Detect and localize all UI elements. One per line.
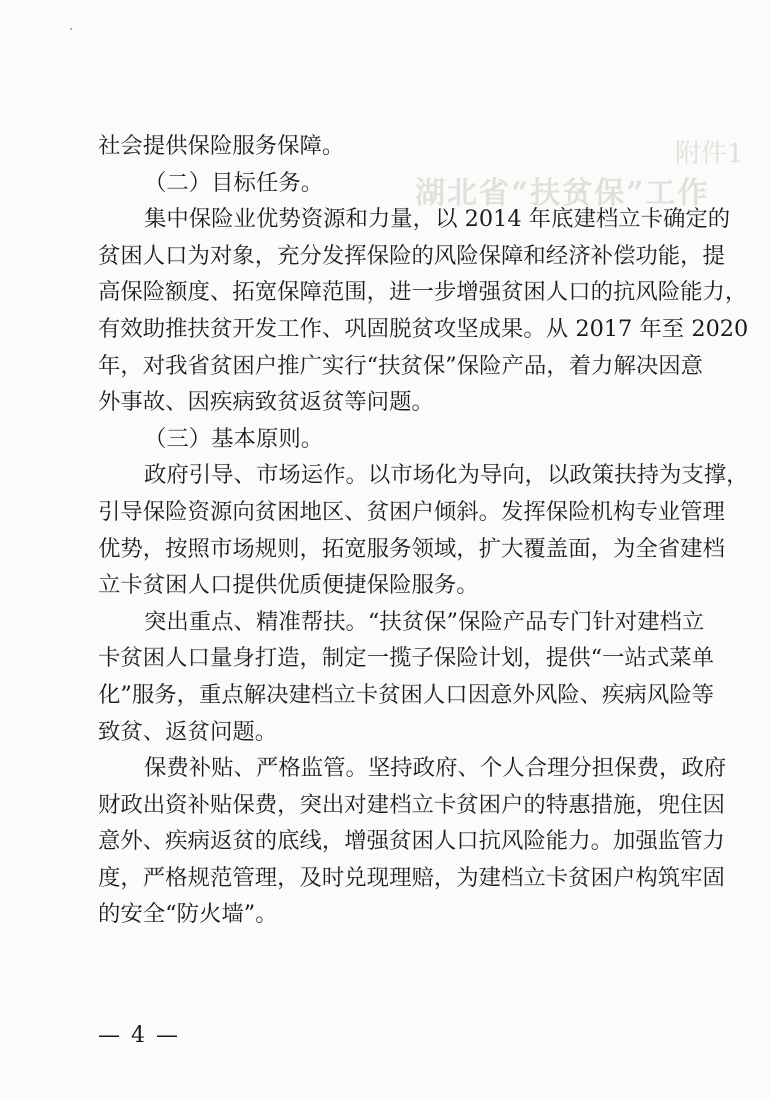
text-line: 突出重点、精准帮扶。“扶贫保”保险产品专门针对建档立 xyxy=(144,608,705,635)
text-line: 年，对我省贫困户推广实行“扶贫保”保险产品，着力解决因意 xyxy=(98,352,704,379)
text-line: 外事故、因疾病致贫返贫等问题。 xyxy=(98,389,434,416)
text-line: 的安全“防火墙”。 xyxy=(98,901,278,928)
text-line: 化”服务，重点解决建档立卡贫困人口因意外风险、疾病风险等 xyxy=(98,681,714,708)
bleed-through-title: 湖北省“扶贫保”工作 xyxy=(415,176,710,211)
text-line: 引导保险资源向贫困地区、贫困户倾斜。发挥保险机构专业管理 xyxy=(98,498,725,525)
scan-speck xyxy=(70,28,72,30)
text-line: 保费补贴、严格监管。坚持政府、个人合理分担保费，政府 xyxy=(144,755,727,782)
page-number: — 4 — xyxy=(98,1023,180,1048)
text-line: 意外、疾病返贫的底线，增强贫困人口抗风险能力。加强监管力 xyxy=(98,828,725,855)
text-line: 卡贫困人口量身打造，制定一揽子保险计划，提供“一站式菜单 xyxy=(98,645,714,672)
text-line: 有效助推扶贫开发工作、巩固脱贫攻坚成果。从 2017 年至 2020 xyxy=(98,315,749,342)
text-line: 度，严格规范管理，及时兑现理赔，为建档立卡贫困户构筑牢固 xyxy=(98,864,725,891)
text-line: 社会提供保险服务保障。 xyxy=(98,133,345,159)
bleed-through-label: 附件1 xyxy=(675,139,744,169)
text-line: 财政出资补贴保费，突出对建档立卡贫困户的特惠措施，兜住因 xyxy=(98,791,725,818)
text-line: 政府引导、市场运作。以市场化为导向，以政策扶持为支撑， xyxy=(144,462,749,489)
text-line: 立卡贫困人口提供优质便捷保险服务。 xyxy=(98,572,479,599)
text-line: 集中保险业优势资源和力量，以 2014 年底建档立卡确定的 xyxy=(144,206,731,233)
text-line: 优势，按照市场规则，拓宽服务领域，扩大覆盖面，为全省建档 xyxy=(98,535,725,562)
text-line: 高保险额度、拓宽保障范围，进一步增强贫困人口的抗风险能力， xyxy=(98,279,748,306)
section-heading-targets: （二）目标任务。 xyxy=(144,169,324,196)
section-heading-principles: （三）基本原则。 xyxy=(144,425,324,452)
text-line: 致贫、返贫问题。 xyxy=(98,718,278,745)
text-line: 贫困人口为对象，充分发挥保险的风险保障和经济补偿功能，提 xyxy=(98,242,725,269)
